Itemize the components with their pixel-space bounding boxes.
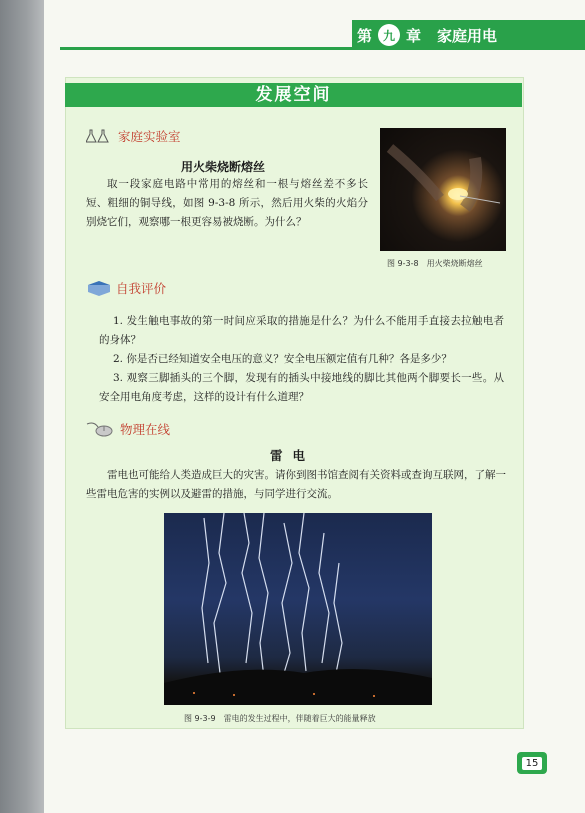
lab-title: 用火柴烧断熔丝	[181, 160, 266, 174]
header-rule	[60, 47, 585, 50]
self-eval-q1: 1. 发生触电事故的第一时间应采取的措施是什么？为什么不能用手直接去拉触电者的身体？	[99, 315, 504, 346]
online-label: 物理在线	[120, 422, 171, 437]
online-heading	[86, 420, 170, 438]
book-spine	[0, 0, 44, 813]
online-title: 雷电	[269, 448, 315, 463]
figure-9-3-9-caption: 图 9-3-9 雷电的发生过程中，伴随着巨大的能量释放	[184, 714, 376, 723]
chapter-number: 九	[378, 24, 400, 46]
lightning-photo	[164, 513, 432, 705]
book-icon	[86, 279, 112, 297]
lab-body: 取一段家庭电路中常用的熔丝和一根与熔丝差不多长短、粗细的铜导线，如图 9-3-8 所示，然后用火柴的火焰分别烧它们，观察哪一根更容易被烧断。为什么？	[86, 178, 368, 228]
flask-icon	[86, 129, 114, 143]
panel-title: 发展空间	[65, 83, 522, 107]
lab-section-heading	[86, 127, 181, 145]
chapter-header	[357, 22, 497, 48]
page-number-badge	[517, 752, 547, 774]
chapter-suffix: 章	[406, 26, 422, 45]
lab-section-label: 家庭实验室	[118, 129, 181, 144]
self-eval-heading	[86, 279, 166, 297]
self-eval-label: 自我评价	[116, 281, 167, 296]
match-burning-photo	[380, 128, 506, 251]
mouse-icon	[86, 421, 116, 437]
online-body: 雷电也可能给人类造成巨大的灾害。请你到图书馆查阅有关资料或查询互联网，了解一些雷电危害的实例以及避雷的措施，与同学进行交流。	[86, 469, 506, 500]
self-eval-q3: 3. 观察三脚插头的三个脚，发现有的插头中接地线的脚比其他两个脚要长一些。从安全用电角度考虑，这样的设计有什么道理？	[99, 372, 504, 403]
page-number: 15	[522, 757, 543, 770]
chapter-title: 家庭用电	[437, 26, 498, 45]
chapter-prefix: 第	[357, 26, 373, 45]
figure-9-3-8-caption: 图 9-3-8 用火柴烧断熔丝	[387, 259, 483, 268]
self-eval-q2: 2. 你是否已经知道安全电压的意义？安全电压额定值有几种？各是多少？	[113, 353, 452, 365]
